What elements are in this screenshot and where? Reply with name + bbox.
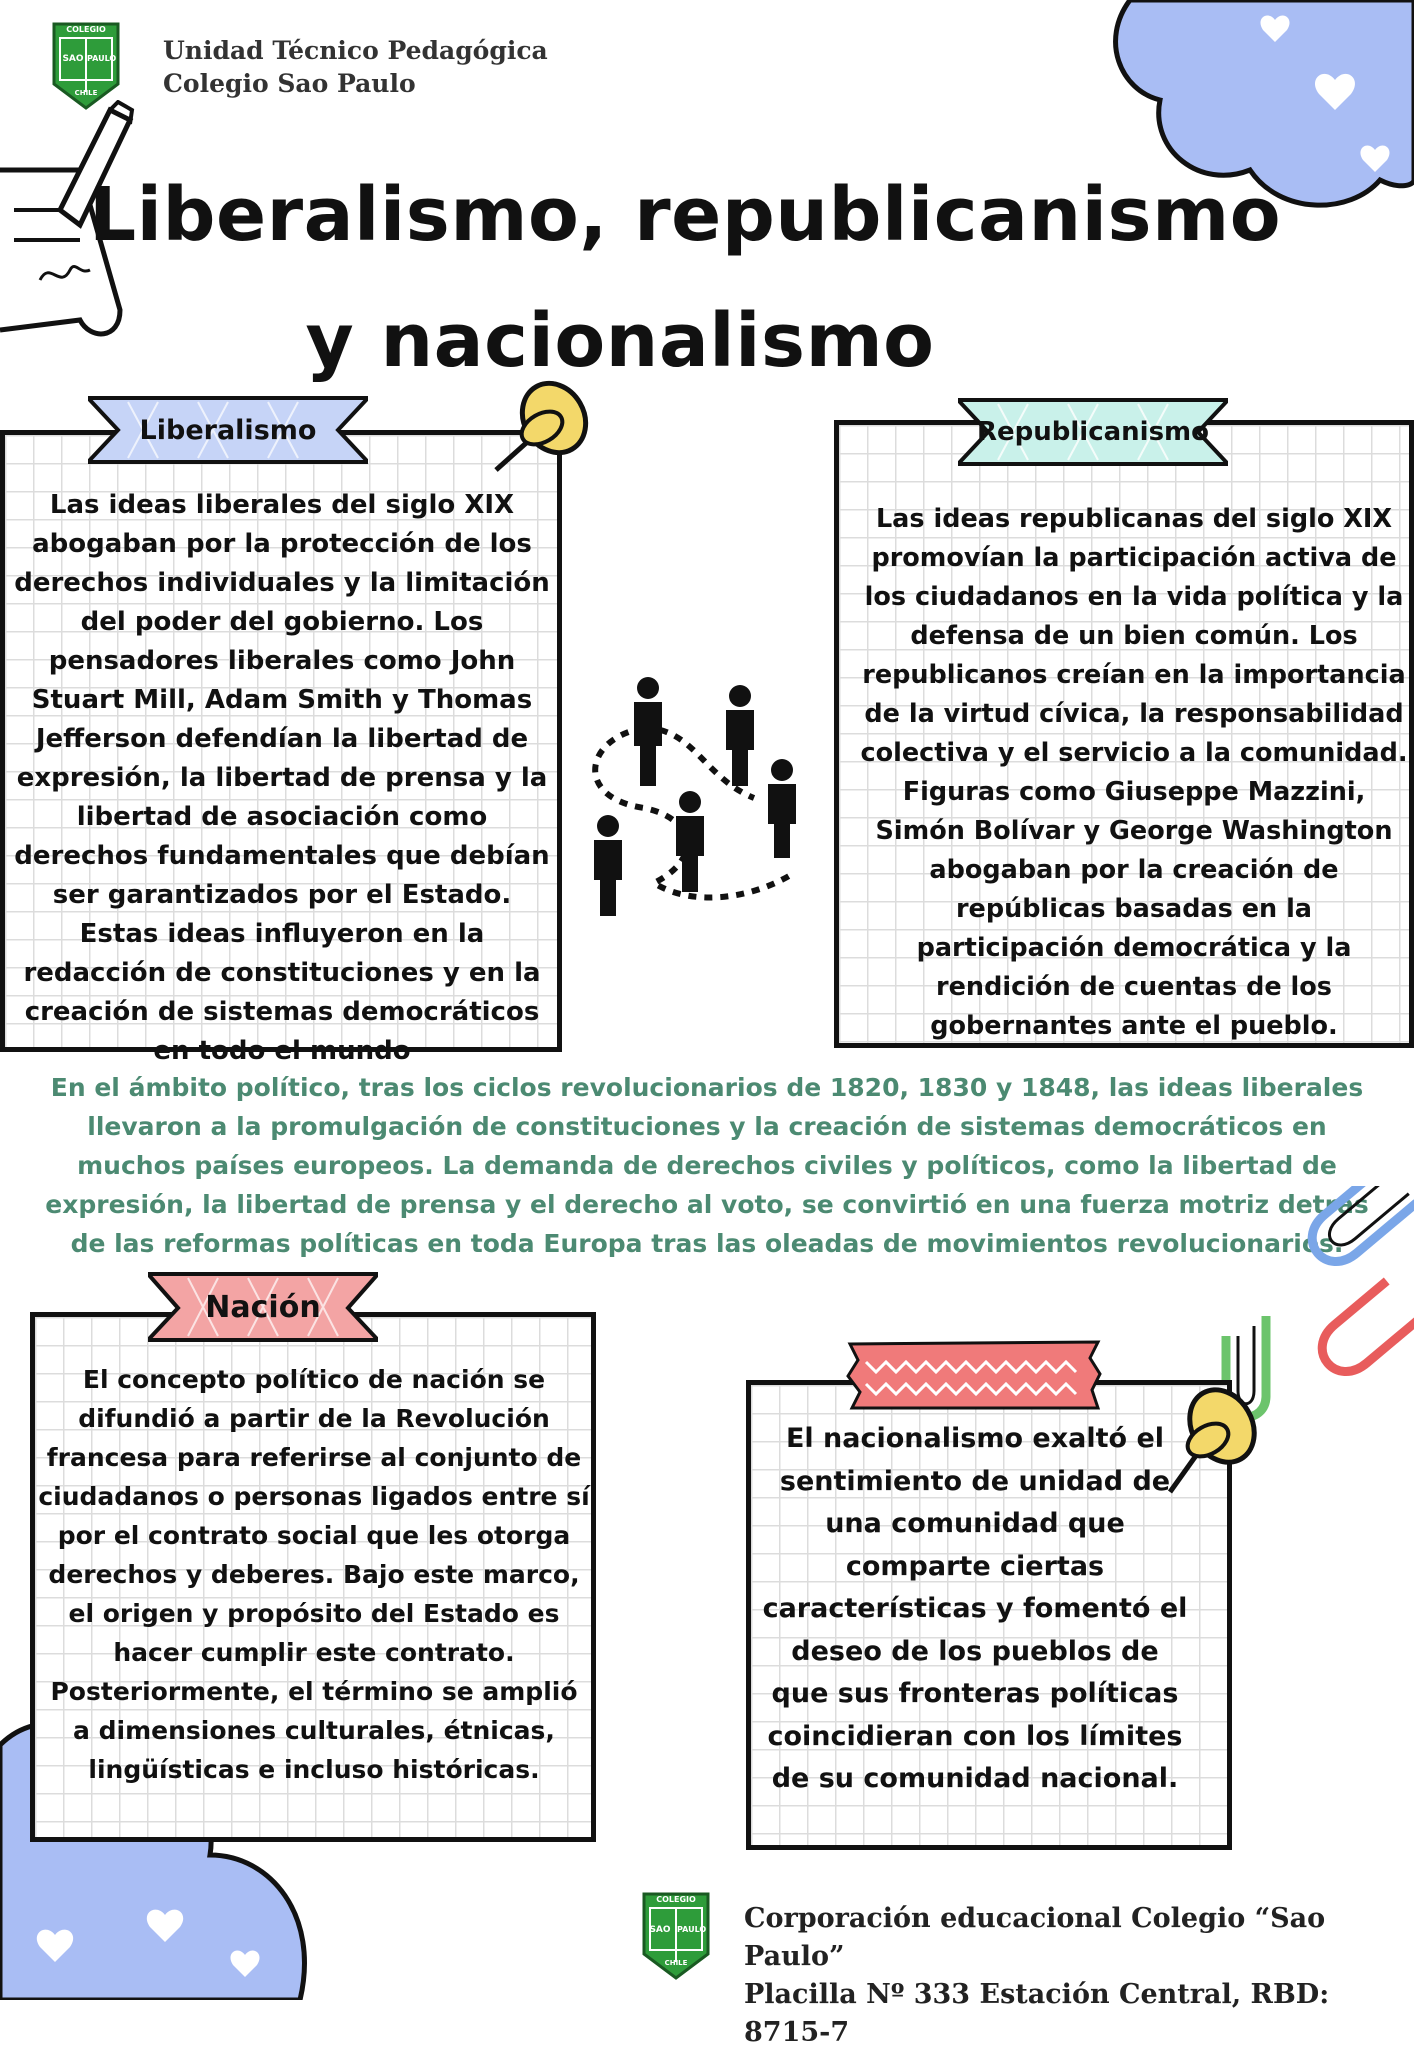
footer-logo-bottom-text: CHILE — [664, 1959, 688, 1967]
header-unit-name: Unidad Técnico Pedagógica — [163, 36, 548, 65]
washi-tape-decoration — [846, 1338, 1102, 1412]
nacion-label: Nación — [205, 1289, 321, 1325]
footer-logo-left-text: SAO — [649, 1925, 671, 1935]
logo-left-text: SAO — [62, 54, 84, 64]
logo-top-text: COLEGIO — [66, 25, 106, 34]
middle-paragraph: En el ámbito político, tras los ciclos revolucionarios de 1820, 1830 y 1848, las ideas liberales llevaron a la promulgación de constituciones y la creación de sistemas democráticos en muchos países europeos. La demanda de derechos civiles y políticos, como la libertad de expresión, la libertad de prensa y el derecho al voto, se convirtió en una fuerza motriz detrás de las reformas políticas en toda Europa tras las oleadas de movimientos revolucionarios. — [45, 1073, 1369, 1258]
logo-bottom-text: CHILE — [74, 89, 98, 97]
header-school-name: Colegio Sao Paulo — [163, 69, 416, 98]
header-block — [163, 34, 548, 100]
nacion-text: El concepto político de nación se difundió a partir de la Revolución francesa para referirse al conjunto de ciudadanos o personas ligados entre sí por el contrato social que les otorga derechos y deberes. Bajo este marco, el origen y propósito del Estado es hacer cumplir este contrato. Posteriormente, el término se amplió a dimensiones culturales, étnicas, lingüísticas e incluso históricas. — [38, 1365, 590, 1784]
pushpin-icon — [492, 378, 602, 478]
liberalismo-label: Liberalismo — [139, 414, 317, 446]
footer-logo-top-text: COLEGIO — [656, 1895, 696, 1904]
footer-block — [744, 1900, 1414, 2052]
people-path-icon — [584, 668, 820, 918]
logo-right-text: PAULO — [87, 54, 117, 63]
footer-logo — [636, 1892, 716, 1980]
footer-corporation: Corporación educacional Colegio “Sao Paulo” — [744, 1903, 1326, 1972]
republicanismo-ribbon — [958, 394, 1228, 470]
republicanismo-label: Republicanismo — [976, 417, 1210, 447]
school-logo — [52, 22, 120, 110]
page-title-line2: y nacionalismo — [305, 298, 935, 384]
republicanismo-text: Las ideas republicanas del siglo XIX promovían la participación activa de los ciudadanos en la vida política y la defensa de un bien común. Los republicanos creían en la importancia de la virtud cívica, la responsabilidad colectiva y el servicio a la comunidad. Figuras como Giuseppe Mazzini, Simón Bolívar y George Washington abogaban por la creación de repúblicas basadas en la participación democrática y la rendición de cuentas de los gobernantes ante el pueblo. — [860, 504, 1408, 1041]
footer-address: Placilla Nº 333 Estación Central, RBD: 8715-7 — [744, 1979, 1330, 2048]
nacion-ribbon — [148, 1268, 378, 1346]
page-title-line1: Liberalismo, republicanismo — [88, 172, 1282, 258]
nacionalismo-text: El nacionalismo exaltó el sentimiento de unidad de una comunidad que comparte ciertas características y fomentó el deseo de los pueblos de que sus fronteras políticas coincidieran con los límites de su comunidad nacional. — [762, 1423, 1188, 1794]
liberalismo-text: Las ideas liberales del siglo XIX abogaban por la protección de los derechos individuales y la limitación del poder del gobierno. Los pensadores liberales como John Stuart Mill, Adam Smith y Thomas Jefferson defendían la libertad de expresión, la libertad de prensa y la libertad de asociación como derechos fundamentales que debían ser garantizados por el Estado. Estas ideas influyeron en la redacción de constituciones y en la creación de sistemas democráticos en todo el mundo — [14, 490, 550, 1066]
footer-logo-right-text: PAULO — [677, 1925, 707, 1934]
liberalismo-ribbon — [88, 392, 368, 468]
